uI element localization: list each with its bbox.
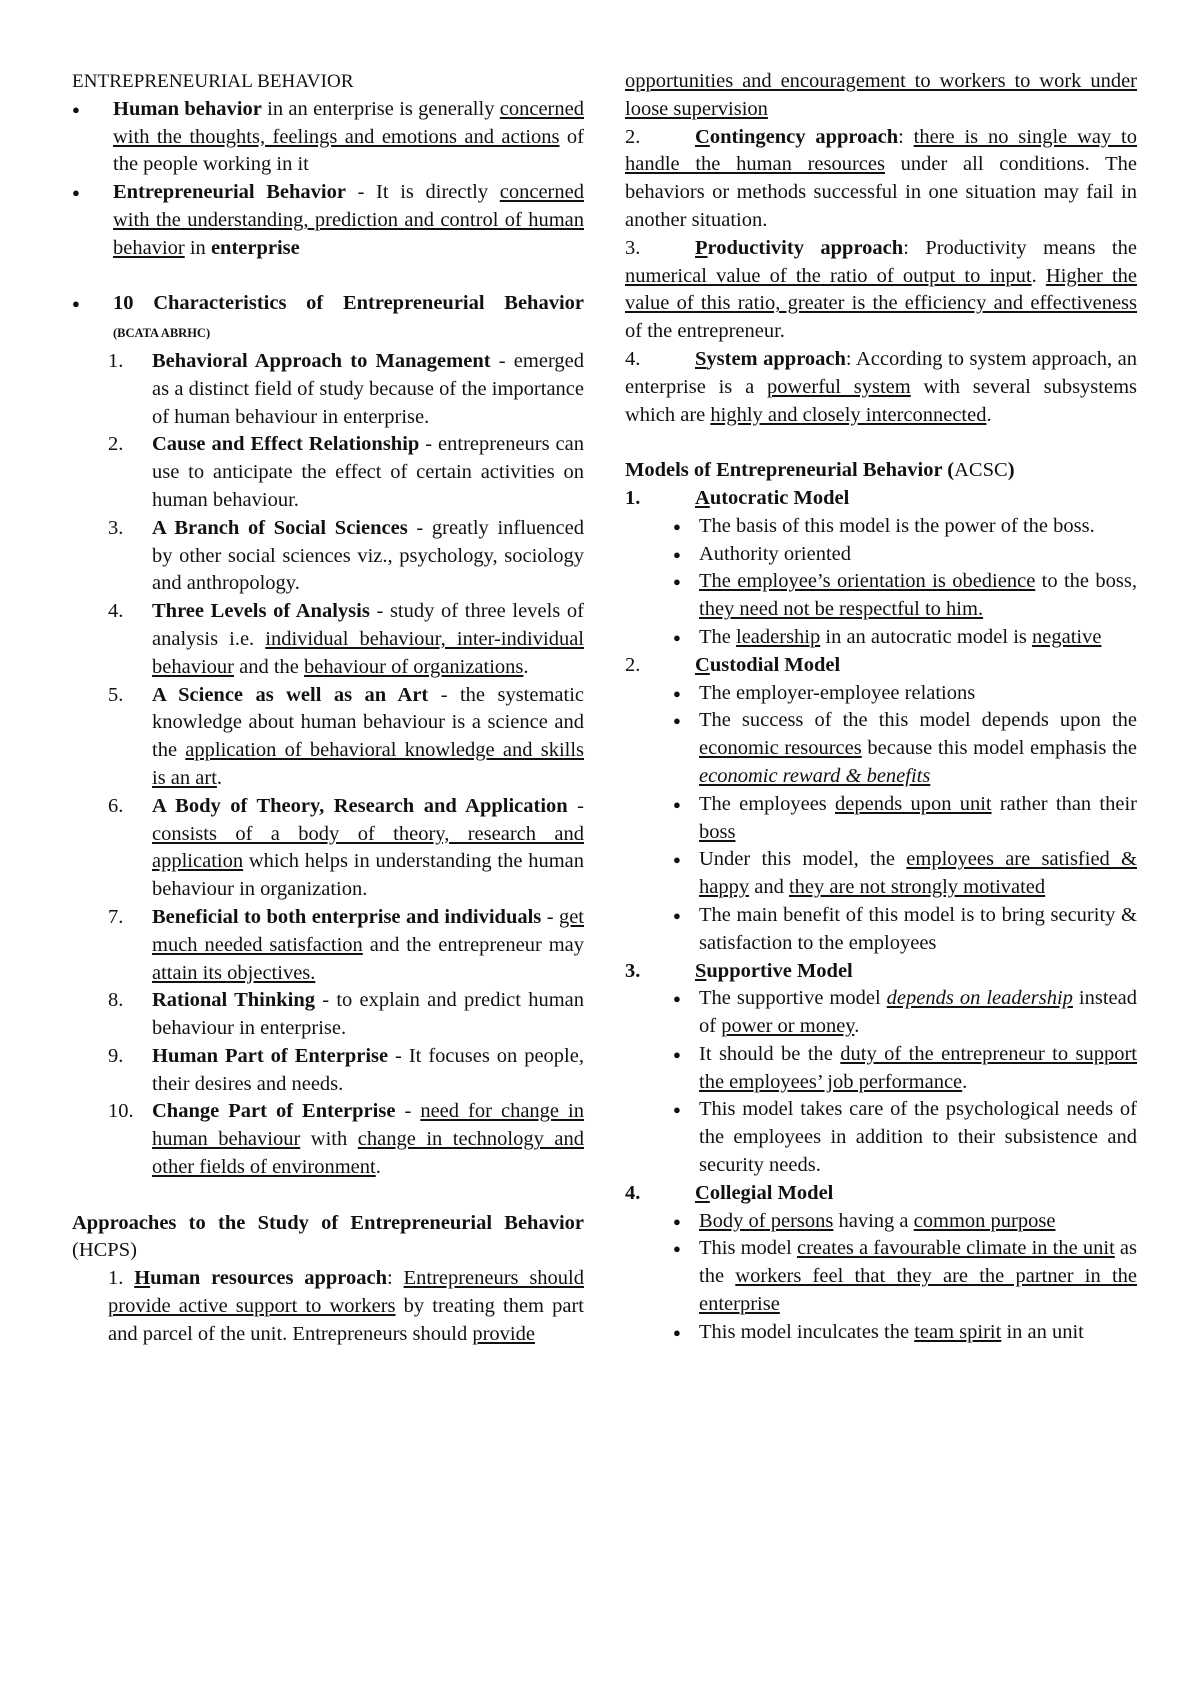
model-supportive-heading: 3. Supportive Model — [625, 959, 853, 982]
list-item: ● This model creates a favourable climate in the unit as the workers feel that they are the partner in the enterprise — [625, 1235, 1137, 1318]
model-collegial-heading: 4. Collegial Model — [625, 1181, 834, 1204]
list-item: 1. Behavioral Approach to Management - emerged as a distinct field of study because of the importance of human behaviour in enterprise. — [108, 349, 584, 428]
list-item: ● The supportive model depends on leadership instead of power or money. — [625, 985, 1137, 1041]
list-item: 6. A Body of Theory, Research and Application - consists of a body of theory, research and application which helps in understanding the human behaviour in organization. — [108, 794, 585, 901]
list-item: 3. A Branch of Social Sciences - greatly influenced by other social sciences viz., psychology, sociology and anthropology. — [108, 516, 584, 595]
approach-item-4: 4. System approach: According to system approach, an enterprise is a powerful system with several subsystems which are highly and closely interconnected. — [625, 347, 1137, 426]
approach-item-1: 1. Human resources approach: Entrepreneurs should provide active support to workers by treating them part and parcel of the unit. Entrepreneurs should provide — [108, 1267, 584, 1345]
term: Entrepreneurial Behavior — [113, 181, 346, 204]
left-column — [72, 68, 584, 1349]
models-heading: Models of Entrepreneurial Behavior (ACSC) — [625, 459, 1015, 482]
approaches-heading: Approaches to the Study of Entrepreneurial Behavior (HCPS) — [72, 1211, 584, 1262]
list-item: 4. Three Levels of Analysis - study of three levels of analysis i.e. individual behaviour, inter-individual behaviour and the behaviour of organizations. — [108, 600, 584, 678]
list-item: ● The leadership in an autocratic model is negative — [625, 624, 1137, 652]
list-item: ● The employee’s orientation is obedience to the boss, they need not be respectful to him. — [625, 568, 1137, 624]
list-item: 2. Cause and Effect Relationship - entrepreneurs can use to anticipate the effect of certain activities on human behaviour. — [108, 433, 585, 511]
approach-item-3: 3. Productivity approach: Productivity means the numerical value of the ratio of output to input. Higher the value of this ratio, greater is the efficiency and effectiveness of the entrepreneur. — [625, 236, 1137, 343]
document-title: ENTREPRENEURIAL BEHAVIOR — [72, 71, 354, 92]
approach-item-1-continued: opportunities and encouragement to workers to work under loose supervision — [625, 70, 1137, 120]
list-item: 5. A Science as well as an Art - the systematic knowledge about human behaviour is a science and the application of behavioral knowledge and skills is an art. — [108, 683, 585, 789]
model-autocratic-heading: 1. Autocratic Model — [625, 486, 850, 509]
list-item: ● Authority oriented — [625, 541, 1137, 569]
model-custodial-heading: 2. Custodial Model — [625, 653, 841, 676]
characteristics-list — [72, 348, 584, 1182]
bullet-human-behavior: ● Human behavior in an enterprise is generally concerned with the thoughts, feelings and emotions and actions of the people working in it — [72, 96, 584, 179]
list-item: 10. Change Part of Enterprise - need for change in human behaviour with change in technology and other fields of environment. — [108, 1100, 585, 1179]
characteristics-heading: ● 10 Characteristics of Entrepreneurial Behavior (BCATA ABRHC) — [72, 290, 584, 348]
bullet-entrepreneurial-behavior: ● Entrepreneurial Behavior - It is directly concerned with the understanding, prediction and control of human behavior in enterprise — [72, 179, 584, 262]
list-item: ● Under this model, the employees are satisfied & happy and they are not strongly motivated — [625, 846, 1137, 902]
list-item: ● The success of the this model depends upon the economic resources because this model emphasis the economic reward & benefits — [625, 707, 1137, 790]
list-item: 7. Beneficial to both enterprise and individuals - get much needed satisfaction and the entrepreneur may attain its objectives. — [108, 905, 584, 984]
list-item: ● The main benefit of this model is to bring security & satisfaction to the employees — [625, 902, 1137, 958]
list-item: ● It should be the duty of the entrepreneur to support the employees’ job performance. — [625, 1041, 1137, 1097]
list-item: ● This model inculcates the team spirit in an unit — [625, 1319, 1137, 1347]
list-item: 9. Human Part of Enterprise - It focuses on people, their desires and needs. — [108, 1044, 584, 1095]
list-item: ● The employer-employee relations — [625, 680, 1137, 708]
term: Human behavior — [113, 97, 262, 120]
right-column — [625, 68, 1137, 1347]
list-item: ● The employees depends upon unit rather than their boss — [625, 791, 1137, 847]
list-item: ● The basis of this model is the power of the boss. — [625, 513, 1137, 541]
list-item: ● Body of persons having a common purpose — [625, 1208, 1137, 1236]
list-item: 8. Rational Thinking - to explain and predict human behaviour in enterprise. — [108, 989, 585, 1040]
list-item: ● This model takes care of the psychological needs of the employees in addition to their subsistence and security needs. — [625, 1096, 1137, 1179]
approach-item-2: 2. Contingency approach: there is no single way to handle the human resources under all conditions. The behaviors or methods successful in one situation may fail in another situation. — [625, 125, 1137, 231]
